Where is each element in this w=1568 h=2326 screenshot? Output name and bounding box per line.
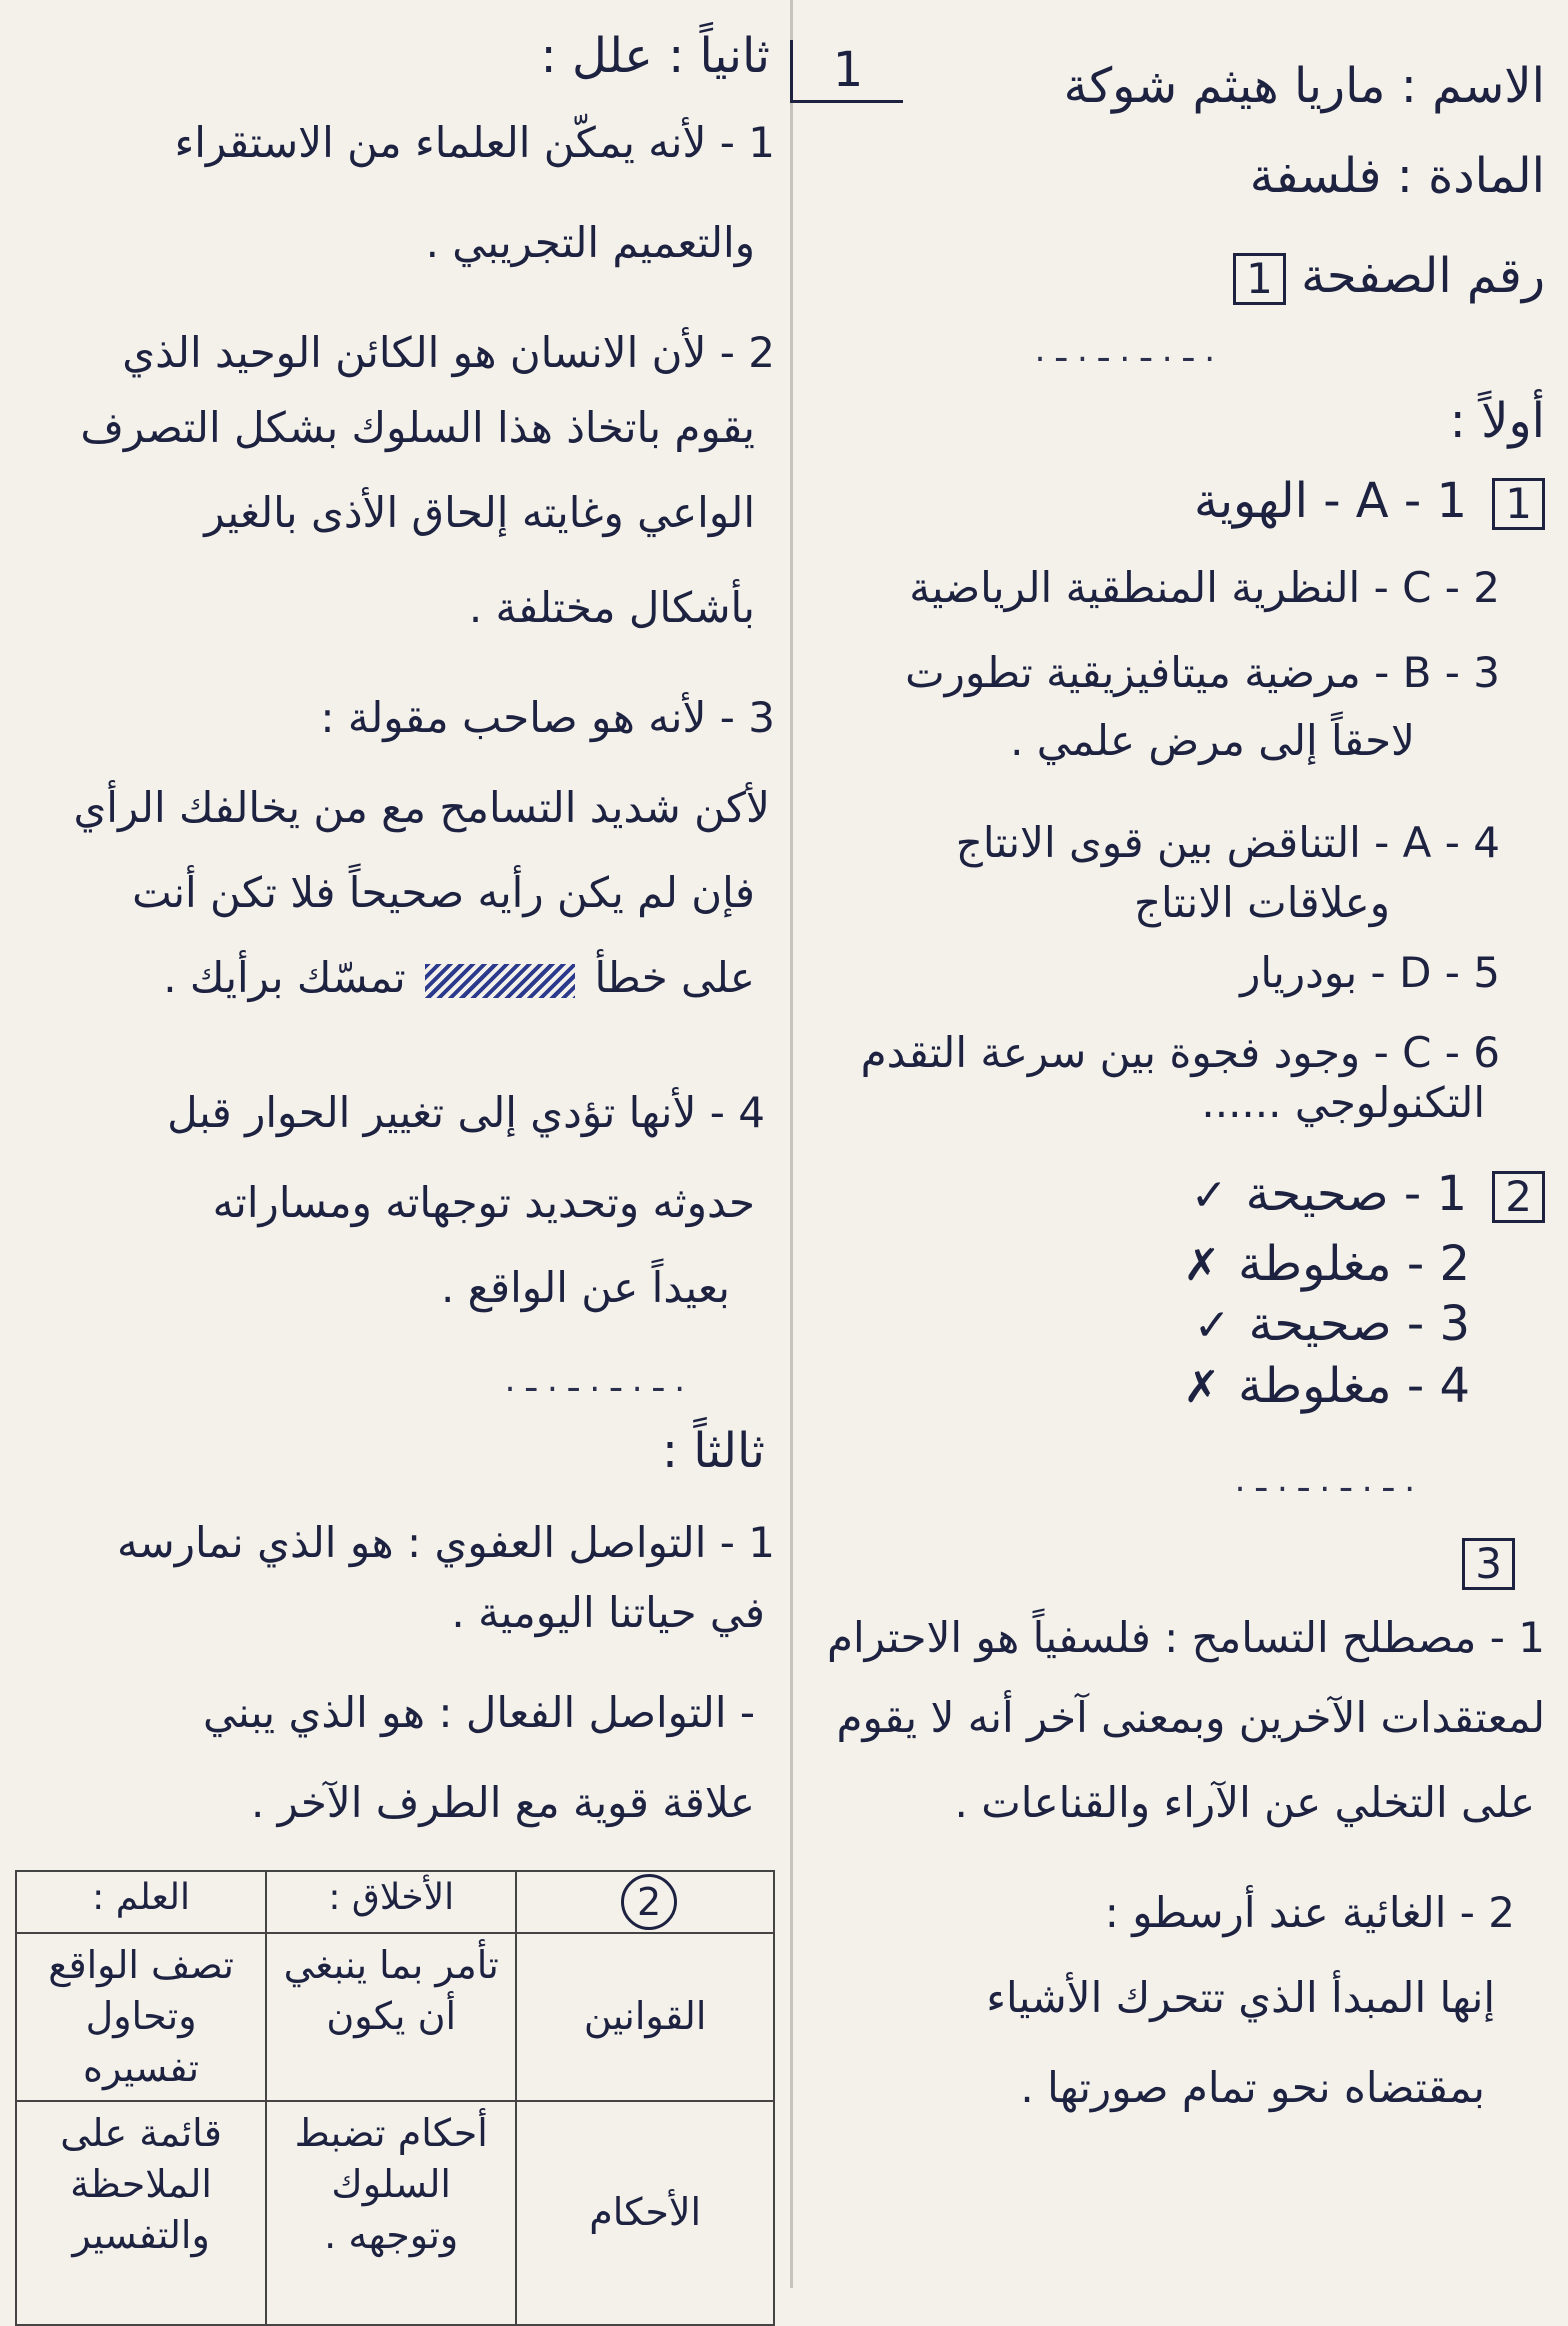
q3-line-1: 1 - مصطلح التسامح : فلسفياً هو الاحترام (826, 1613, 1545, 1662)
left-column (15, 0, 775, 2288)
second-line-7: 3 - لأنه هو صاحب مقولة : (320, 693, 775, 742)
q1-item-2: 2 - C - النظرية المنطقية الرياضية (909, 563, 1500, 612)
table-row (16, 2101, 774, 2325)
q2-item-2: 2 - مغلوطة✗ (1183, 1236, 1470, 1292)
page-number-line (1223, 250, 1545, 305)
q3-line-2: لمعتقدات الآخرين وبمعنى آخر أنه لا يقوم (836, 1693, 1545, 1742)
question-number-box: 2 (1492, 1171, 1545, 1223)
page-number-label: رقم الصفحة (1301, 248, 1545, 304)
page-number-value-box: 1 (1233, 253, 1286, 305)
comparison-table (15, 1870, 775, 2326)
right-column (810, 0, 1545, 2288)
q1-item-3: 3 - B - مرضية ميتافيزيقية تطورت (905, 648, 1500, 697)
section-first-title: أولاً : (1449, 393, 1545, 449)
separator-dots: . ـ . ـ . ـ . ـ . (1034, 330, 1215, 370)
table-header-row (16, 1871, 774, 1933)
third-line-2: في حياتنا اليومية . (451, 1588, 765, 1637)
q2-item-4: 4 - مغلوطة✗ (1183, 1358, 1470, 1414)
separator-dots: . ـ . ـ . ـ . ـ . (504, 1360, 685, 1400)
question-number-circle: 2 (621, 1874, 677, 1930)
q3-line-5: إنها المبدأ الذي تتحرك الأشياء (986, 1973, 1495, 2022)
q3-line-4: 2 - الغائية عند أرسطو : (1104, 1888, 1515, 1937)
section-second-title: ثانياً : علل : (540, 28, 770, 84)
second-line-2: والتعميم التجريبي . (425, 218, 755, 267)
second-line-13: بعيداً عن الواقع . (440, 1263, 730, 1312)
cross-mark-icon: ✗ (1183, 1362, 1221, 1413)
row-label: الأحكام (516, 2101, 774, 2325)
question-number-box: 1 (1492, 478, 1545, 530)
ethics-cell: أحكام تضبط السلوك وتوجهه . (266, 2101, 516, 2325)
q2-item-3: 3 - صحيحة✓ (1193, 1296, 1470, 1352)
q3-line-3: على التخلي عن الآراء والقناعات . (954, 1778, 1535, 1827)
separator-dots: . ـ . ـ . ـ . ـ . (1234, 1460, 1415, 1500)
q1-item-6: 6 - C - وجود فجوة بين سرعة التقدم (860, 1028, 1500, 1077)
table-header-science: العلم : (16, 1871, 266, 1933)
check-mark-icon: ✓ (1190, 1170, 1228, 1221)
q1-item-4: 4 - A - التناقض بين قوى الانتاج (955, 818, 1500, 867)
third-line-1: 1 - التواصل العفوي : هو الذي نمارسه (116, 1518, 775, 1567)
second-line-8: لأكن شديد التسامح مع من يخالفك الرأي (73, 783, 770, 832)
third-line-4: علاقة قوية مع الطرف الآخر . (250, 1778, 755, 1827)
second-line-6: بأشكال مختلفة . (468, 583, 755, 632)
cross-mark-icon: ✗ (1183, 1240, 1221, 1291)
second-line-9: فإن لم يكن رأيه صحيحاً فلا تكن أنت (132, 868, 755, 917)
second-line-4: يقوم باتخاذ هذا السلوك بشكل التصرف (80, 403, 755, 452)
row-label: القوانين (516, 1933, 774, 2101)
subject-line: المادة : فلسفة (1249, 148, 1545, 204)
second-line-5: الواعي وغايته إلحاق الأذى بالغير (204, 488, 755, 537)
q3-line-6: بمقتضاه نحو تمام صورتها . (1020, 2063, 1485, 2112)
second-line-10: على خطأ تمسّك برأيك . (163, 953, 755, 1002)
crossed-out-scribble (425, 964, 575, 998)
third-line-3: - التواصل الفعال : هو الذي يبني (203, 1688, 755, 1737)
q1-item-1: 1 1 - A - الهوية (1194, 475, 1545, 530)
q1-item-4-cont: وعلاقات الانتاج (1133, 878, 1390, 927)
column-divider (790, 0, 793, 2288)
student-name: الاسم : ماريا هيثم شوكة (1063, 58, 1545, 114)
q2-item-1: 2 1 - صحيحة✓ (1191, 1168, 1545, 1223)
q1-item-6-cont: التكنولوجي ...... (1201, 1078, 1485, 1127)
table-header-ethics: الأخلاق : (266, 1871, 516, 1933)
q1-item-5: 5 - D - بودريار (1240, 948, 1500, 997)
check-mark-icon: ✓ (1193, 1300, 1231, 1351)
q1-item-3-cont: لاحقاً إلى مرض علمي . (1010, 716, 1415, 765)
table-row (16, 1933, 774, 2101)
second-line-11: 4 - لأنها تؤدي إلى تغيير الحوار قبل (167, 1088, 765, 1137)
question-number-box: 3 (1462, 1538, 1515, 1590)
second-line-12: حدوثه وتحديد توجهاته ومساراته (212, 1178, 755, 1227)
page-number-box: 1 (790, 40, 903, 103)
science-cell: تصف الواقع وتحاول تفسيره (16, 1933, 266, 2101)
second-line-3: 2 - لأن الانسان هو الكائن الوحيد الذي (122, 328, 775, 377)
second-line-1: 1 - لأنه يمكّن العلماء من الاستقراء (174, 118, 775, 167)
table-header-number (516, 1871, 774, 1933)
section-third-title: ثالثاً : (661, 1423, 765, 1479)
q3-number (1452, 1535, 1515, 1590)
science-cell: قائمة على الملاحظة والتفسير (16, 2101, 266, 2325)
ethics-cell: تأمر بما ينبغي أن يكون (266, 1933, 516, 2101)
